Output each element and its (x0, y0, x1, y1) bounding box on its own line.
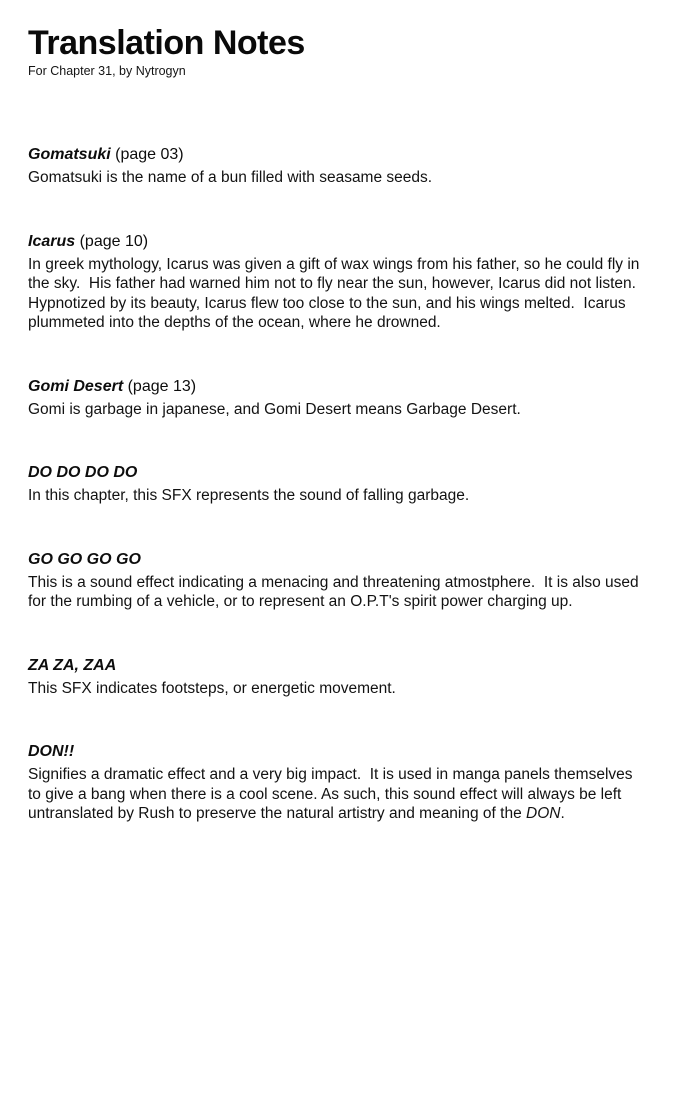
note-heading (28, 742, 648, 762)
page-title: Translation Notes (28, 24, 305, 62)
note-body: This SFX indicates footsteps, or energetic movement. (28, 679, 396, 697)
note-do-do-do-do (28, 463, 648, 506)
note-body-tail: . (560, 805, 565, 822)
page-subtitle: For Chapter 31, by Nytrogyn (28, 64, 186, 78)
note-term: ZA ZA, ZAA (28, 656, 117, 674)
note-body-italic-term: DON (526, 805, 561, 822)
note-term: Gomi Desert (28, 377, 124, 395)
page-header (28, 26, 648, 79)
note-body: In this chapter, this SFX represents the sound of falling garbage. (28, 487, 470, 504)
note-body-text: Signifies a dramatic effect and a very big impact. It is used in manga panels themselves to give a bang when there is a cool scene. As such, this sound effect will always be left untranslated by Rush to preserve the natural artistry and meaning of the (28, 766, 637, 822)
note-term: Gomatsuki (28, 146, 111, 163)
note-body: Gomi is garbage in japanese, and Gomi Desert means Garbage Desert. (28, 400, 521, 418)
note-body: This is a sound effect indicating a menacing and threatening atmostphere. It is also used for the rumbing of a vehicle, or to represent an O.P.T's spirit power charging up. (28, 573, 643, 610)
note-heading (28, 232, 648, 252)
note-term: Icarus (28, 232, 76, 250)
note-term: GO GO GO GO (28, 550, 141, 568)
note-go-go-go-go (28, 550, 648, 612)
note-page-ref: (page 03) (110, 146, 184, 163)
note-za-za-zaa (28, 656, 648, 699)
note-gomatsuki (28, 145, 648, 188)
note-icarus (28, 232, 648, 333)
note-heading (28, 463, 648, 483)
note-gomi-desert (28, 377, 648, 420)
note-don (28, 742, 648, 824)
notes-list (28, 145, 648, 824)
note-page-ref: (page 13) (123, 377, 197, 395)
note-heading (28, 377, 648, 397)
note-body: Gomatsuki is the name of a bun filled with seasame seeds. (28, 169, 433, 186)
note-heading (28, 656, 648, 676)
note-body (28, 765, 648, 824)
note-term: DON!! (28, 743, 75, 760)
note-heading (28, 145, 648, 165)
note-term: DO DO DO DO (28, 464, 138, 481)
note-heading (28, 550, 648, 570)
note-page-ref: (page 10) (75, 232, 149, 250)
note-body: In greek mythology, Icarus was given a gift of wax wings from his father, so he could fly in the sky. His father had warned him not to fly near the sun, however, Icarus did not listen. Hypnotized by its beauty, Icarus flew too close to the sun, and his wings melted. Icarus plummeted into the depths of the ocean, where he drowned. (28, 255, 645, 331)
